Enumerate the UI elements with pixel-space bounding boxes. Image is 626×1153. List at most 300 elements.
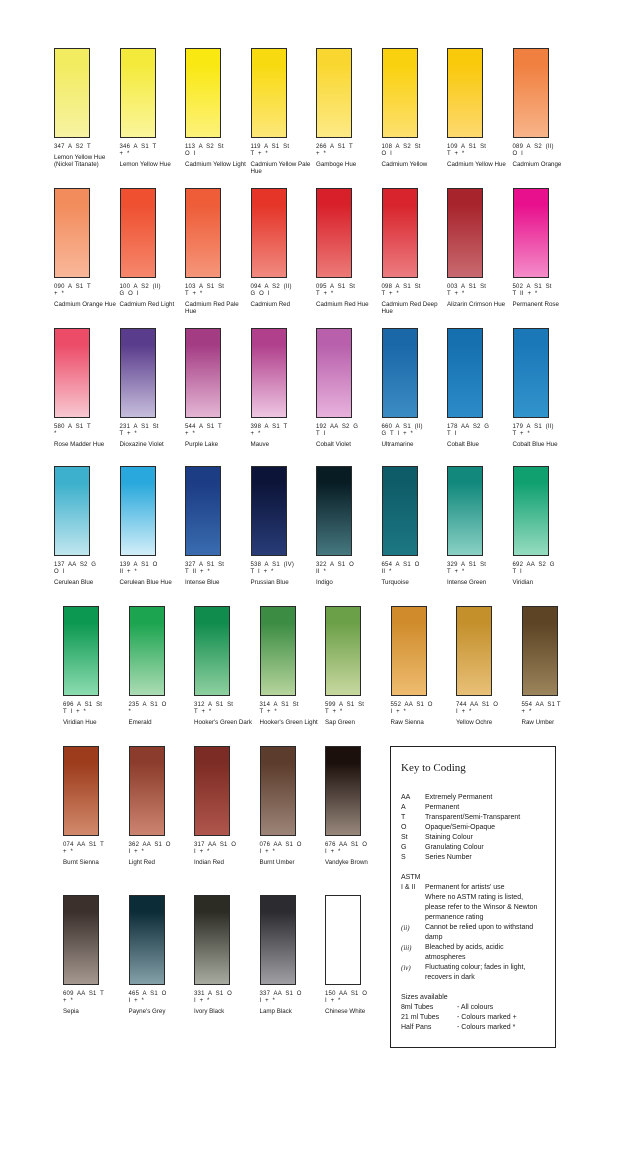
colour-subcode: T + * xyxy=(512,431,530,437)
colour-code: 502 A S1 St xyxy=(512,284,552,290)
colour-swatch xyxy=(447,48,483,138)
colour-name: Permanent Rose xyxy=(512,301,559,308)
colour-swatch xyxy=(316,328,352,418)
colour-cell xyxy=(251,188,311,308)
key-desc: Cannot be relied upon to withstand damp xyxy=(425,924,534,941)
colour-swatch xyxy=(382,328,418,418)
key-abbr: (ii) xyxy=(401,924,410,932)
colour-cell xyxy=(522,606,582,726)
colour-code: 346 A S1 T xyxy=(119,144,157,150)
colour-name: Intense Green xyxy=(447,579,487,586)
colour-swatch xyxy=(129,606,165,696)
colour-swatch xyxy=(129,746,165,836)
astm-label: ASTM xyxy=(401,874,421,881)
colour-code: 108 A S2 St xyxy=(381,144,421,150)
colour-swatch xyxy=(513,48,549,138)
colour-cell xyxy=(129,606,189,726)
colour-cell xyxy=(513,466,573,586)
colour-cell xyxy=(382,188,442,315)
colour-name: Lemon Yellow Hue xyxy=(119,161,171,168)
colour-name: Sap Green xyxy=(325,719,355,726)
colour-subcode: * xyxy=(54,431,57,437)
colour-code: 150 AA S1 O xyxy=(325,991,368,997)
colour-cell xyxy=(54,466,114,586)
colour-code: 580 A S1 T xyxy=(54,424,91,430)
key-desc: Granulating Colour xyxy=(425,844,484,851)
colour-swatch xyxy=(54,188,90,278)
colour-swatch xyxy=(456,606,492,696)
colour-cell xyxy=(382,48,442,168)
colour-subcode: T + * xyxy=(447,291,465,297)
colour-subcode: I + * xyxy=(128,849,145,855)
size-row xyxy=(401,1013,545,1023)
colour-cell xyxy=(456,606,516,726)
colour-cell xyxy=(54,48,114,168)
colour-code: 327 A S1 St xyxy=(185,562,225,568)
key-desc: Fluctuating colour; fades in light, recovers in dark xyxy=(425,964,526,981)
key-abbr: A xyxy=(401,804,406,811)
colour-name: Mauve xyxy=(250,441,270,448)
colour-subcode: + * xyxy=(185,431,195,437)
colour-code: 003 A S1 St xyxy=(447,284,487,290)
colour-swatch xyxy=(185,466,221,556)
key-title: Key to Coding xyxy=(401,762,466,774)
colour-subcode: O I xyxy=(54,569,65,575)
colour-name: Cadmium Red Hue xyxy=(316,301,369,308)
colour-cell xyxy=(325,895,385,1015)
key-row xyxy=(401,803,545,813)
colour-cell xyxy=(63,746,123,866)
colour-cell xyxy=(194,895,254,1015)
colour-code: 317 AA S1 O xyxy=(194,842,237,848)
colour-subcode: O I xyxy=(512,151,523,157)
colour-swatch xyxy=(63,606,99,696)
colour-name: Viridian Hue xyxy=(63,719,97,726)
colour-subcode: T + * xyxy=(194,709,212,715)
colour-subcode: + * xyxy=(316,151,326,157)
colour-cell xyxy=(382,466,442,586)
colour-code: 094 A S2 (II) xyxy=(250,284,292,290)
colour-subcode: T I + * xyxy=(63,709,87,715)
colour-swatch xyxy=(325,895,361,985)
colour-code: 103 A S1 St xyxy=(185,284,225,290)
colour-name: Cerulean Blue xyxy=(54,579,94,586)
colour-swatch xyxy=(513,188,549,278)
colour-swatch xyxy=(251,188,287,278)
colour-cell xyxy=(194,606,254,726)
colour-cell xyxy=(129,746,189,866)
colour-swatch xyxy=(194,746,230,836)
colour-name: Rose Madder Hue xyxy=(54,441,105,448)
colour-swatch xyxy=(447,466,483,556)
colour-swatch xyxy=(382,188,418,278)
colour-subcode: I + * xyxy=(390,709,407,715)
colour-swatch xyxy=(391,606,427,696)
colour-cell xyxy=(251,328,311,448)
colour-cell xyxy=(120,48,180,168)
colour-name: Hooker's Green Dark xyxy=(194,719,252,726)
colour-code: 552 AA S1 O xyxy=(390,702,433,708)
colour-swatch xyxy=(185,188,221,278)
colour-name: Lamp Black xyxy=(259,1008,292,1015)
key-row xyxy=(401,843,545,853)
colour-code: 100 A S2 (II) xyxy=(119,284,161,290)
key-row xyxy=(401,813,545,823)
colour-name: Cadmium Orange Hue xyxy=(54,301,116,308)
colour-name: Cadmium Red Deep Hue xyxy=(381,301,438,315)
colour-code: 398 A S1 T xyxy=(250,424,288,430)
colour-name: Cadmium Red Light xyxy=(119,301,175,308)
colour-subcode: T + * xyxy=(185,291,203,297)
colour-cell xyxy=(260,606,320,726)
colour-subcode: I + * xyxy=(194,998,210,1004)
colour-cell xyxy=(325,606,385,726)
key-abbr: AA xyxy=(401,794,411,801)
colour-code: 095 A S1 St xyxy=(316,284,356,290)
colour-code: 090 A S1 T xyxy=(54,284,91,290)
colour-name: Lemon Yellow Hue (Nickel Titanate) xyxy=(54,154,106,168)
colour-cell xyxy=(260,895,320,1015)
colour-code: 676 AA S1 O xyxy=(325,842,368,848)
colour-swatch xyxy=(325,746,361,836)
colour-name: Ultramarine xyxy=(381,441,414,448)
colour-cell xyxy=(513,48,573,168)
colour-code: 660 A S1 (II) xyxy=(381,424,423,430)
key-desc: Bleached by acids, acidic atmospheres xyxy=(425,944,504,961)
colour-subcode: T II + * xyxy=(185,569,210,575)
colour-swatch xyxy=(325,606,361,696)
colour-code: 109 A S1 St xyxy=(447,144,487,150)
colour-code: 119 A S1 St xyxy=(250,144,290,150)
colour-code: 465 A S1 O xyxy=(128,991,167,997)
colour-cell xyxy=(513,188,573,308)
colour-name: Sepia xyxy=(63,1008,79,1015)
colour-swatch xyxy=(120,48,156,138)
colour-name: Cerulean Blue Hue xyxy=(119,579,172,586)
colour-swatch xyxy=(260,895,296,985)
colour-swatch xyxy=(513,328,549,418)
colour-cell xyxy=(54,328,114,448)
colour-subcode: * xyxy=(128,709,132,715)
colour-swatch xyxy=(63,746,99,836)
colour-subcode: T I + * xyxy=(250,569,274,575)
colour-cell xyxy=(447,466,507,586)
colour-cell xyxy=(316,48,376,168)
colour-name: Cadmium Red Pale Hue xyxy=(185,301,239,315)
colour-code: 322 A S1 O xyxy=(316,562,354,568)
colour-name: Emerald xyxy=(128,719,152,726)
colour-swatch xyxy=(194,606,230,696)
colour-name: Payne's Grey xyxy=(128,1008,166,1015)
key-desc: Extremely Permanent xyxy=(425,794,493,801)
colour-name: Vandyke Brown xyxy=(325,859,368,866)
colour-name: Cadmium Red xyxy=(250,301,291,308)
colour-cell xyxy=(185,188,245,315)
colour-cell xyxy=(129,895,189,1015)
colour-subcode: O I xyxy=(185,151,196,157)
colour-subcode: + * xyxy=(63,998,73,1004)
key-row xyxy=(401,893,545,923)
key-abbr xyxy=(401,893,425,923)
key-row xyxy=(401,793,545,803)
colour-code: 266 A S1 T xyxy=(316,144,353,150)
colour-subcode: T + * xyxy=(381,291,399,297)
colour-code: 554 AA S1 T xyxy=(521,702,561,708)
colour-subcode: I + * xyxy=(325,998,341,1004)
colour-name: Intense Blue xyxy=(185,579,220,586)
colour-subcode: II * xyxy=(381,569,392,575)
key-row xyxy=(401,943,545,963)
colour-subcode: T + * xyxy=(325,709,343,715)
colour-name: Alizarin Crimson Hue xyxy=(447,301,506,308)
colour-code: 696 A S1 St xyxy=(63,702,103,708)
colour-code: 178 AA S2 G xyxy=(447,424,490,430)
colour-name: Prussian Blue xyxy=(250,579,289,586)
size-item: 8ml Tubes xyxy=(401,1004,434,1011)
colour-name: Burnt Sienna xyxy=(63,859,99,866)
colour-cell xyxy=(120,188,180,308)
colour-swatch xyxy=(260,606,296,696)
colour-subcode: I + * xyxy=(259,998,276,1004)
sizes-list xyxy=(401,1003,545,1033)
colour-code: 692 AA S2 G xyxy=(512,562,555,568)
colour-swatch xyxy=(129,895,165,985)
colour-name: Cobalt Violet xyxy=(316,441,351,448)
colour-subcode: + * xyxy=(250,431,261,437)
colour-subcode: G T I + * xyxy=(381,431,414,437)
colour-subcode: T + * xyxy=(259,709,277,715)
colour-code: 231 A S1 St xyxy=(119,424,159,430)
size-item: 21 ml Tubes xyxy=(401,1014,440,1021)
key-row xyxy=(401,883,545,893)
colour-cell xyxy=(185,466,245,586)
colour-code: 074 AA S1 T xyxy=(63,842,105,848)
key-desc: Permanent xyxy=(425,804,460,811)
colour-swatch xyxy=(260,746,296,836)
colour-name: Hooker's Green Light xyxy=(259,719,318,726)
colour-cell xyxy=(260,746,320,866)
colour-subcode: + * xyxy=(54,291,64,297)
colour-name: Yellow Ochre xyxy=(456,719,493,726)
size-row xyxy=(401,1003,545,1013)
key-row xyxy=(401,923,545,943)
colour-code: 654 A S1 O xyxy=(381,562,420,568)
size-item: Half Pans xyxy=(401,1024,432,1031)
colour-subcode: T I xyxy=(447,431,457,437)
colour-code: 098 A S1 St xyxy=(381,284,421,290)
colour-subcode: G O I xyxy=(119,291,139,297)
colour-code: 113 A S2 St xyxy=(185,144,224,150)
colour-swatch xyxy=(54,328,90,418)
colour-cell xyxy=(316,466,376,586)
key-desc: Opaque/Semi-Opaque xyxy=(425,824,496,831)
colour-swatch xyxy=(382,466,418,556)
colour-code: 337 AA S1 O xyxy=(259,991,302,997)
colour-code: 744 AA S1 O xyxy=(456,702,499,708)
key-abbr: T xyxy=(401,814,406,821)
colour-subcode: II * xyxy=(316,569,327,575)
colour-subcode: + * xyxy=(521,709,532,715)
colour-name: Indigo xyxy=(316,579,333,586)
colour-name: Purple Lake xyxy=(185,441,219,448)
colour-code: 538 A S1 (IV) xyxy=(250,562,295,568)
colour-subcode: I + * xyxy=(259,849,276,855)
colour-subcode: + * xyxy=(63,849,73,855)
size-desc: - Colours marked * xyxy=(457,1024,516,1031)
colour-name: Cadmium Yellow Light xyxy=(185,161,246,168)
colour-name: Cobalt Blue xyxy=(447,441,479,448)
colour-subcode: G O I xyxy=(250,291,270,297)
colour-code: 076 AA S1 O xyxy=(259,842,302,848)
colour-code: 137 AA S2 G xyxy=(54,562,97,568)
colour-subcode: T + * xyxy=(119,431,137,437)
key-abbr: (iii) xyxy=(401,944,412,952)
colour-subcode: T II + * xyxy=(512,291,538,297)
colour-swatch xyxy=(447,328,483,418)
key-desc: Staining Colour xyxy=(425,834,473,841)
sizes-label: Sizes available xyxy=(401,994,448,1001)
colour-name: Cadmium Yellow Hue xyxy=(447,161,506,168)
colour-subcode: II + * xyxy=(119,569,137,575)
key-desc: Permanent for artists' use xyxy=(425,884,505,891)
size-row xyxy=(401,1023,545,1033)
colour-code: 179 A S1 (II) xyxy=(512,424,554,430)
colour-cell xyxy=(447,48,507,168)
colour-cell xyxy=(185,328,245,448)
colour-code: 192 AA S2 G xyxy=(316,424,359,430)
colour-name: Ivory Black xyxy=(194,1008,225,1015)
colour-subcode: I + * xyxy=(325,849,341,855)
colour-name: Burnt Umber xyxy=(259,859,295,866)
colour-subcode: T + * xyxy=(316,291,334,297)
key-desc: Transparent/Semi-Transparent xyxy=(425,814,521,821)
colour-name: Cobalt Blue Hue xyxy=(512,441,558,448)
colour-cell xyxy=(382,328,442,448)
colour-subcode: I + * xyxy=(194,849,210,855)
colour-name: Raw Sienna xyxy=(390,719,424,726)
colour-swatch xyxy=(194,895,230,985)
colour-subcode: T + * xyxy=(250,151,268,157)
colour-cell xyxy=(63,606,123,726)
key-abbr: I & II xyxy=(401,884,416,891)
colour-cell xyxy=(447,328,507,448)
key-abbr: S xyxy=(401,854,406,861)
colour-swatch xyxy=(54,466,90,556)
colour-subcode: T I xyxy=(512,569,522,575)
colour-code: 544 A S1 T xyxy=(185,424,222,430)
size-desc: - All colours xyxy=(457,1004,494,1011)
colour-subcode: I + * xyxy=(456,709,472,715)
key-to-coding-box xyxy=(390,746,556,1048)
key-abbr: G xyxy=(401,844,407,851)
key-codes-list xyxy=(401,793,545,863)
colour-swatch xyxy=(120,328,156,418)
key-row xyxy=(401,833,545,843)
key-abbr: St xyxy=(401,834,408,841)
colour-subcode: T I xyxy=(316,431,326,437)
colour-code: 347 A S2 T xyxy=(54,144,91,150)
colour-swatch xyxy=(185,48,221,138)
key-abbr: (iv) xyxy=(401,964,411,972)
colour-subcode: I + * xyxy=(128,998,145,1004)
colour-cell xyxy=(325,746,385,866)
colour-swatch xyxy=(54,48,90,138)
colour-code: 312 A S1 St xyxy=(194,702,234,708)
colour-swatch xyxy=(185,328,221,418)
key-row xyxy=(401,853,545,863)
colour-name: Chinese White xyxy=(325,1008,366,1015)
colour-cell xyxy=(63,895,123,1015)
colour-swatch xyxy=(251,466,287,556)
key-desc: Where no ASTM rating is listed, please refer to the Winsor & Newton permanence rating xyxy=(425,894,538,921)
colour-name: Raw Umber xyxy=(521,719,555,726)
key-abbr: O xyxy=(401,824,407,831)
key-row xyxy=(401,823,545,833)
colour-name: Dioxazine Violet xyxy=(119,441,164,448)
colour-swatch xyxy=(316,48,352,138)
colour-swatch xyxy=(316,188,352,278)
colour-subcode: T + * xyxy=(447,569,465,575)
colour-name: Light Red xyxy=(128,859,155,866)
colour-code: 089 A S2 (II) xyxy=(512,144,554,150)
colour-cell xyxy=(120,466,180,586)
colour-cell xyxy=(185,48,245,168)
colour-swatch xyxy=(63,895,99,985)
colour-swatch xyxy=(447,188,483,278)
astm-list xyxy=(401,883,545,983)
colour-cell xyxy=(194,746,254,866)
colour-cell xyxy=(251,466,311,586)
colour-subcode: + * xyxy=(119,151,130,157)
colour-cell xyxy=(251,48,311,175)
colour-name: Gamboge Hue xyxy=(316,161,357,168)
colour-cell xyxy=(54,188,114,308)
colour-name: Turquoise xyxy=(381,579,409,586)
colour-swatch xyxy=(120,188,156,278)
colour-subcode: O I xyxy=(381,151,392,157)
colour-swatch xyxy=(251,48,287,138)
colour-swatch xyxy=(382,48,418,138)
key-row xyxy=(401,963,545,983)
colour-cell xyxy=(447,188,507,308)
colour-name: Cadmium Yellow xyxy=(381,161,428,168)
colour-code: 329 A S1 St xyxy=(447,562,487,568)
colour-code: 139 A S1 O xyxy=(119,562,158,568)
colour-swatch xyxy=(120,466,156,556)
colour-cell xyxy=(391,606,451,726)
colour-swatch xyxy=(316,466,352,556)
size-desc: - Colours marked + xyxy=(457,1014,517,1021)
colour-code: 235 A S1 O xyxy=(128,702,167,708)
colour-name: Indian Red xyxy=(194,859,224,866)
colour-cell xyxy=(316,328,376,448)
colour-cell xyxy=(120,328,180,448)
colour-code: 331 A S1 O xyxy=(194,991,232,997)
key-desc: Series Number xyxy=(425,854,472,861)
colour-code: 362 AA S1 O xyxy=(128,842,171,848)
colour-cell xyxy=(513,328,573,448)
colour-name: Cadmium Yellow Pale Hue xyxy=(250,161,311,175)
colour-subcode: T + * xyxy=(447,151,465,157)
colour-name: Viridian xyxy=(512,579,534,586)
colour-cell xyxy=(316,188,376,308)
colour-swatch xyxy=(513,466,549,556)
colour-swatch xyxy=(251,328,287,418)
colour-code: 314 A S1 St xyxy=(259,702,299,708)
colour-code: 609 AA S1 T xyxy=(63,991,105,997)
colour-name: Cadmium Orange xyxy=(512,161,562,168)
colour-code: 599 A S1 St xyxy=(325,702,365,708)
